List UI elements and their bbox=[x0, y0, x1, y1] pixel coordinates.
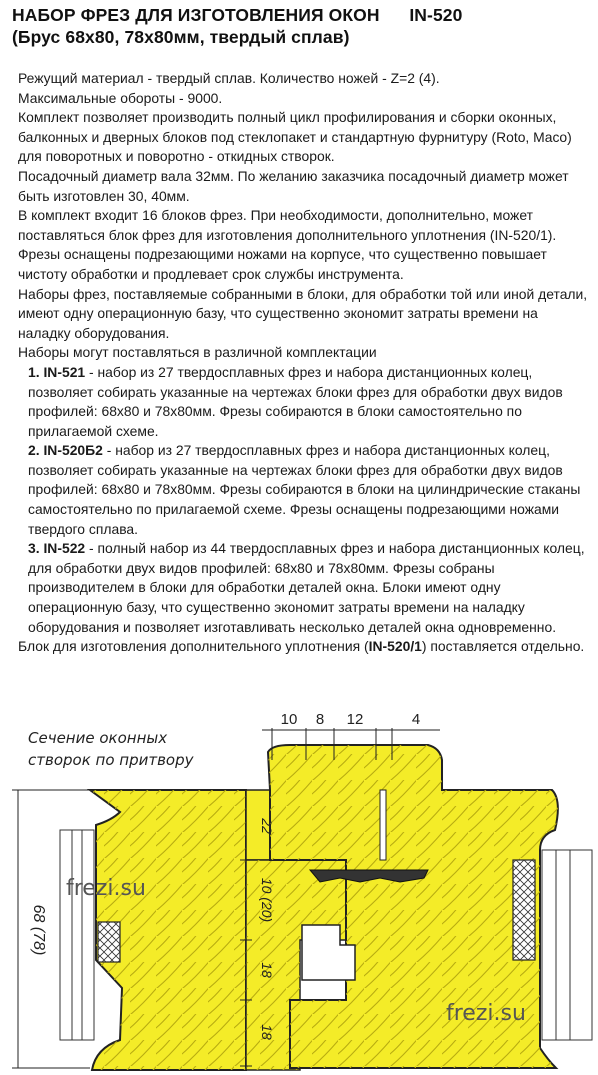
footer-text: ) поставляется отдельно. bbox=[421, 638, 585, 655]
dim-label: 10 bbox=[280, 711, 298, 728]
list-item bbox=[28, 363, 590, 441]
list-item bbox=[28, 539, 590, 637]
dim-label: 12 bbox=[346, 711, 364, 728]
paragraph: Посадочный диаметр вала 32мм. По желанию заказчика посадочный диаметр может быть изготовлен 30, 40мм. bbox=[18, 167, 569, 204]
dim-label: 10 (20) bbox=[259, 877, 275, 923]
paragraph: В комплект входит 16 блоков фрез. При необходимости, дополнительно, может поставляться блок фрез для изготовления дополнительного уплотнения (IN-520/1). bbox=[18, 207, 557, 243]
footer-text: Блок для изготовления дополнительного уплотнения ( bbox=[18, 638, 369, 655]
diagram-caption: створок по притвору bbox=[28, 751, 194, 769]
watermark: frezi.su bbox=[446, 1001, 526, 1026]
item-code: IN-521 bbox=[43, 363, 86, 380]
item-text: - набор из 27 твердосплавных фрез и набора дистанционных колец, позволяет собирать указанные на чертежах блоки фрез для обработки двух видов профилей: 68х80 и 78х80мм. Фрезы собираются в блоки самостоятельно по прилагаемой схеме. bbox=[28, 363, 563, 439]
item-code: IN-520Б2 bbox=[43, 442, 103, 459]
paragraph: Наборы могут поставляться в различной комплектации bbox=[18, 344, 377, 361]
window-profile-diagram bbox=[0, 700, 598, 1075]
page-title bbox=[12, 4, 462, 48]
paragraph: Максимальные обороты - 9000. bbox=[18, 89, 223, 106]
footer-note bbox=[18, 637, 590, 657]
paragraph: Комплект позволяет производить полный цикл профилирования и сборки оконных, балконных и дверных блоков под стеклопакет и стандартную фурнитуру (Roto, Maco) для поворотных и поворотно - откидных створок. bbox=[18, 109, 572, 165]
dim-label: 8 bbox=[315, 711, 325, 728]
dim-label: 22 bbox=[259, 818, 275, 834]
overall-dimension: 68 (78) bbox=[30, 904, 47, 956]
dim-label: 18 bbox=[259, 1024, 275, 1040]
dim-label: 18 bbox=[259, 962, 275, 978]
seal-gasket bbox=[310, 870, 428, 882]
item-code: IN-522 bbox=[43, 540, 86, 557]
list-item bbox=[28, 441, 590, 539]
item-text: - полный набор из 44 твердосплавных фрез и набора дистанционных колец, для обработки двух видов профилей: 68х80 и 78х80мм. Фрезы собраны производителем в блоки для обработки деталей окна. Блоки имеют одну операционную базу, что существенно экономит затраты времени на наладку оборудования и позволяет изготавливать несколько деталей окна одновременно. bbox=[28, 540, 585, 635]
paragraph: Режущий материал - твердый сплав. Количество ножей - Z=2 (4). bbox=[18, 70, 440, 86]
footer-code: IN-520/1 bbox=[368, 638, 422, 655]
title-line-2: (Брус 68х80, 78х80мм, твердый сплав) bbox=[12, 27, 350, 47]
item-number: 2. bbox=[28, 442, 40, 459]
title-line-1: НАБОР ФРЕЗ ДЛЯ ИЗГОТОВЛЕНИЯ ОКОН IN-520 bbox=[12, 5, 463, 25]
item-text: - набор из 27 твердосплавных фрез и набора дистанционных колец, позволяет собирать указанные на чертежах блоки фрез для обработки двух видов профилей: 68х80 и 78х80мм. Фрезы собираются в блоки на цилиндрические стаканы самостоятельно по прилагаемой схеме. Фрезы оснащены подрезающими ножами твердого сплава. bbox=[28, 442, 581, 537]
watermark: frezi.su bbox=[66, 876, 146, 901]
paragraph: Наборы фрез, поставляемые собранными в блоки, для обработки той или иной детали, имеют одну операционную базу, что существенно экономит затраты времени на наладку оборудования. bbox=[18, 285, 588, 341]
description bbox=[18, 69, 590, 657]
dim-label: 4 bbox=[411, 711, 421, 728]
diagram-caption: Сечение оконных bbox=[28, 729, 168, 747]
item-number: 3. bbox=[28, 540, 40, 557]
paragraph: Фрезы оснащены подрезающими ножами на корпусе, что существенно повышает чистоту обработки и продлевает срок службы инструмента. bbox=[18, 246, 547, 282]
item-number: 1. bbox=[28, 363, 40, 380]
